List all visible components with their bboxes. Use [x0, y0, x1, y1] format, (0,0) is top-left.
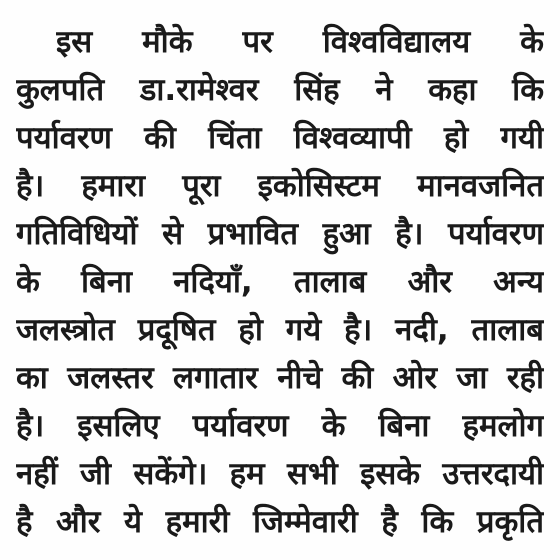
article-line-10: नहीं जी सकेंगे। हम सभी इसके उत्तरदायी	[16, 456, 544, 492]
article-line-3: पर्यावरण की चिंता विश्वव्यापी हो गयी	[16, 120, 544, 156]
article-line-cut-bottom	[16, 540, 544, 560]
article-line-11: है और ये हमारी जिम्मेवारी है कि प्रकृति	[16, 504, 544, 540]
article-line-cut-top	[16, 0, 544, 18]
article-line-4: है। हमारा पूरा इकोसिस्टम मानवजनित	[16, 168, 544, 204]
article-line-7: जलस्त्रोत प्रदूषित हो गये है। नदी, तालाब	[16, 312, 544, 348]
article-line-9: है। इसलिए पर्यावरण के बिना हमलोग	[16, 408, 544, 444]
article-line-8: का जलस्तर लगातार नीचे की ओर जा रही	[16, 360, 544, 396]
article-line-1: इस मौके पर विश्वविद्यालय के	[56, 24, 544, 60]
article-line-2: कुलपति डा.रामेश्वर सिंह ने कहा कि	[16, 72, 544, 108]
article-line-5: गतिविधियों से प्रभावित हुआ है। पर्यावरण	[16, 216, 544, 252]
article-line-6: के बिना नदियाँ, तालाब और अन्य	[16, 264, 544, 300]
